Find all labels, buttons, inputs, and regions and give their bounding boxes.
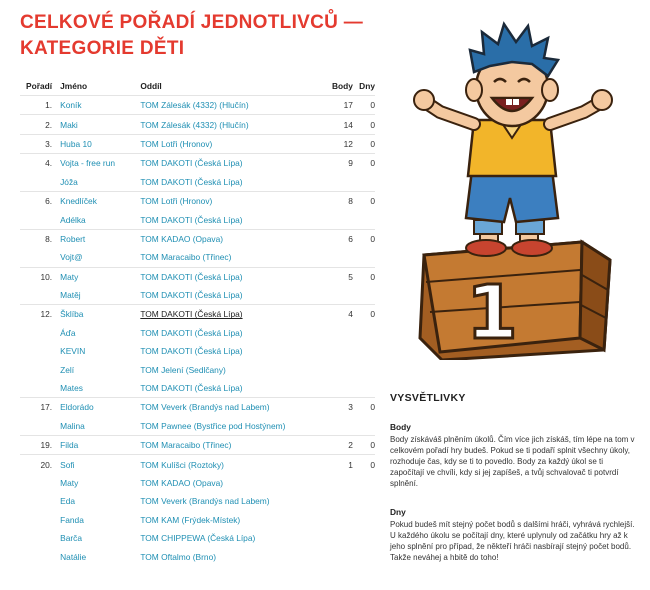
team-link[interactable]: TOM Zálesák (4332) (Hlučín) [140, 100, 249, 111]
points-cell [326, 248, 353, 267]
player-name-link[interactable]: Šklíba [60, 309, 84, 320]
table-row [20, 173, 375, 192]
player-name-link[interactable]: Malina [60, 420, 85, 431]
rank-cell [20, 511, 60, 529]
days-cell: 0 [353, 154, 375, 173]
rank-cell: 12. [20, 305, 60, 324]
points-cell: 8 [326, 191, 353, 210]
days-cell [353, 492, 375, 510]
team-link[interactable]: TOM DAKOTI (Česká Lípa) [140, 383, 243, 394]
table-row [20, 547, 375, 565]
points-cell [326, 474, 353, 492]
rank-cell [20, 474, 60, 492]
points-cell: 1 [326, 455, 353, 474]
rank-cell [20, 547, 60, 565]
points-cell: 3 [326, 398, 353, 417]
points-cell [326, 492, 353, 510]
legend-title: VYSVĚTLIVKY [390, 392, 466, 404]
rank-cell: 3. [20, 134, 60, 153]
player-name-link[interactable]: Sofi [60, 459, 75, 470]
player-name-link[interactable]: Mates [60, 383, 83, 394]
rank-cell: 1. [45, 100, 53, 111]
table-row [20, 248, 375, 267]
legend-points-text: Body získáváš plněním úkolů. Čím více jich získáš, tím lépe na tom v celkovém pořadí hry budeš. Pokud se ti podaří splnit všechny úkoly, rozhoduje čas, kdy se ti to povedlo. Body za každý úkol se ti započítají ve chvíli, kdy si jej zapíšeš, a tvůj schvalovač ti potvrdí splnění. [390, 435, 635, 488]
team-link[interactable]: TOM DAKOTI (Česká Lípa) [140, 327, 243, 338]
table-row [20, 210, 375, 229]
column-header-team: Oddíl [140, 77, 326, 96]
table-row [20, 342, 375, 360]
player-name-link[interactable]: Vojta - free run [60, 158, 116, 169]
table-row [20, 115, 375, 134]
player-name-link[interactable]: Eda [60, 496, 76, 507]
points-cell: 17 [343, 100, 353, 111]
team-link[interactable]: TOM DAKOTI (Česká Lípa) [140, 176, 243, 187]
table-row [20, 436, 375, 455]
player-name-link[interactable]: Knedlíček [60, 196, 97, 207]
rank-cell: 8. [20, 229, 60, 248]
table-row [20, 417, 375, 436]
rank-cell [20, 286, 60, 305]
table-row [20, 154, 375, 173]
team-link[interactable]: TOM Maracaibo (Třinec) [140, 252, 232, 263]
team-link[interactable]: TOM KADAO (Opava) [140, 478, 224, 488]
points-cell [326, 210, 353, 229]
player-name-link[interactable]: Matěj [60, 290, 81, 301]
team-link[interactable]: TOM KAM (Frýdek-Místek) [140, 514, 241, 525]
rank-cell: 19. [20, 436, 60, 455]
ranking-table [20, 77, 375, 566]
points-cell [326, 529, 353, 547]
table-row [20, 529, 375, 547]
days-cell: 0 [353, 134, 375, 153]
rank-cell [20, 492, 60, 510]
rank-cell [20, 379, 60, 398]
team-link[interactable]: TOM Kulíšci (Roztoky) [140, 459, 224, 470]
points-cell [326, 547, 353, 565]
days-cell [353, 511, 375, 529]
days-cell [353, 210, 375, 229]
team-link[interactable]: TOM Veverk (Brandýs nad Labem) [140, 402, 270, 413]
player-name-link[interactable]: Barča [60, 533, 82, 544]
points-cell [326, 379, 353, 398]
points-cell: 14 [326, 115, 353, 134]
player-name-link[interactable]: Zelí [60, 364, 75, 375]
days-cell [353, 342, 375, 360]
points-cell [326, 511, 353, 529]
team-link[interactable]: TOM Oftalmo (Brno) [140, 551, 217, 562]
rank-cell [20, 417, 60, 436]
points-cell [326, 360, 353, 378]
table-row [20, 191, 375, 210]
points-cell: 6 [326, 229, 353, 248]
player-name-link[interactable]: Áďa [60, 327, 76, 338]
team-link[interactable]: TOM KADAO (Opava) [140, 233, 224, 244]
team-link[interactable]: TOM CHIPPEWA (Česká Lípa) [140, 533, 256, 544]
table-row [20, 398, 375, 417]
column-header-points: Body [326, 77, 353, 96]
days-cell: 0 [353, 191, 375, 210]
rank-cell [20, 173, 60, 192]
days-cell [353, 529, 375, 547]
days-cell [353, 173, 375, 192]
days-cell [353, 379, 375, 398]
table-row [20, 267, 375, 286]
column-header-rank: Pořadí [20, 77, 60, 96]
team-link[interactable]: TOM Lotři (Hronov) [140, 196, 213, 207]
player-name-link[interactable]: Maki [60, 119, 78, 130]
team-link[interactable]: TOM DAKOTI (Česká Lípa) [140, 158, 243, 169]
player-name-link[interactable]: Fanda [60, 514, 84, 525]
days-cell [353, 248, 375, 267]
rank-cell: 20. [20, 455, 60, 474]
player-name-link[interactable]: Natálie [60, 551, 87, 562]
team-link[interactable]: TOM Lotři (Hronov) [140, 138, 213, 149]
table-row [20, 324, 375, 342]
points-cell: 2 [326, 436, 353, 455]
page-title: CELKOVÉ POŘADÍ JEDNOTLIVCŮ — KATEGORIE DĚTI [20, 12, 364, 59]
days-cell: 0 [353, 455, 375, 474]
legend-points-title: Body [390, 422, 411, 432]
rank-cell: 6. [20, 191, 60, 210]
rank-cell [20, 342, 60, 360]
points-cell: 5 [326, 267, 353, 286]
days-cell: 0 [353, 305, 375, 324]
player-name-link[interactable]: Adélka [60, 214, 86, 225]
column-header-name: Jméno [60, 77, 140, 96]
table-row [20, 96, 375, 115]
team-link[interactable]: TOM DAKOTI (Česká Lípa) [140, 214, 243, 225]
table-row [20, 286, 375, 305]
player-name-link[interactable]: Huba 10 [60, 138, 92, 149]
points-cell [326, 286, 353, 305]
player-name-link[interactable]: KEVIN [60, 346, 86, 357]
table-row [20, 474, 375, 492]
player-name-link[interactable]: Maty [60, 271, 79, 282]
team-link[interactable]: TOM Pawnee (Bystřice pod Hostýnem) [140, 420, 286, 431]
team-link[interactable]: TOM Zálesák (4332) (Hlučín) [140, 119, 249, 130]
team-link[interactable]: TOM DAKOTI (Česká Lípa) [140, 346, 243, 357]
points-cell: 9 [326, 154, 353, 173]
player-name-link[interactable]: Jóža [60, 176, 78, 187]
rank-cell [20, 210, 60, 229]
points-cell: 4 [326, 305, 353, 324]
days-cell: 0 [353, 115, 375, 134]
points-cell [326, 173, 353, 192]
days-cell [353, 474, 375, 492]
table-row [20, 511, 375, 529]
rank-cell: 17. [20, 398, 60, 417]
rank-cell [20, 360, 60, 378]
player-name-link[interactable]: Filda [60, 440, 79, 451]
player-name-link[interactable]: Koník [60, 100, 82, 111]
days-cell [353, 324, 375, 342]
rank-cell [20, 248, 60, 267]
table-row [20, 492, 375, 510]
rank-cell: 2. [20, 115, 60, 134]
legend-days-text: Pokud budeš mít stejný počet bodů s dalšími hráči, vyhrává rychlejší. U každého úkolu se počítají dny, které uplynuly od začátku hry až k jeho splnění pro případ, že někteří hráči nasbírají stejný počet bodů. Takže neváhej a hbitě do toho! [390, 520, 635, 562]
days-cell [353, 417, 375, 436]
points-cell [326, 324, 353, 342]
team-link[interactable]: TOM DAKOTI (Česká Lípa) [140, 309, 243, 320]
team-link[interactable]: TOM Maracaibo (Třinec) [140, 440, 232, 451]
legend-panel [390, 393, 635, 581]
column-header-days: Dny [353, 77, 375, 96]
points-cell [326, 342, 353, 360]
table-row [20, 134, 375, 153]
table-row [20, 229, 375, 248]
player-name-link[interactable]: Vojt@ [60, 252, 83, 263]
points-cell [326, 417, 353, 436]
days-cell [353, 286, 375, 305]
table-row [20, 379, 375, 398]
team-link[interactable]: TOM DAKOTI (Česká Lípa) [140, 271, 243, 282]
table-row [20, 360, 375, 378]
days-cell: 0 [353, 398, 375, 417]
rank-cell [20, 529, 60, 547]
crate-number: 1 [466, 270, 518, 356]
days-cell [353, 360, 375, 378]
table-header-row [20, 77, 375, 96]
mascot-illustration [412, 20, 617, 360]
days-cell: 0 [353, 267, 375, 286]
days-cell [353, 547, 375, 565]
team-link[interactable]: TOM Jelení (Sedlčany) [140, 364, 226, 375]
rank-cell: 4. [20, 154, 60, 173]
legend-days-title: Dny [390, 507, 406, 517]
team-link[interactable]: TOM DAKOTI (Česká Lípa) [140, 290, 243, 301]
rank-cell [20, 324, 60, 342]
table-row [20, 455, 375, 474]
player-name-link[interactable]: Robert [60, 233, 86, 244]
player-name-link[interactable]: Eldorádo [60, 402, 94, 413]
team-link[interactable]: TOM Veverk (Brandýs nad Labem) [140, 496, 270, 507]
days-cell: 0 [370, 100, 375, 111]
rank-cell: 10. [20, 267, 60, 286]
table-row [20, 305, 375, 324]
days-cell: 0 [353, 229, 375, 248]
days-cell: 0 [353, 436, 375, 455]
points-cell: 12 [326, 134, 353, 153]
player-name-link[interactable]: Maty [60, 478, 79, 488]
